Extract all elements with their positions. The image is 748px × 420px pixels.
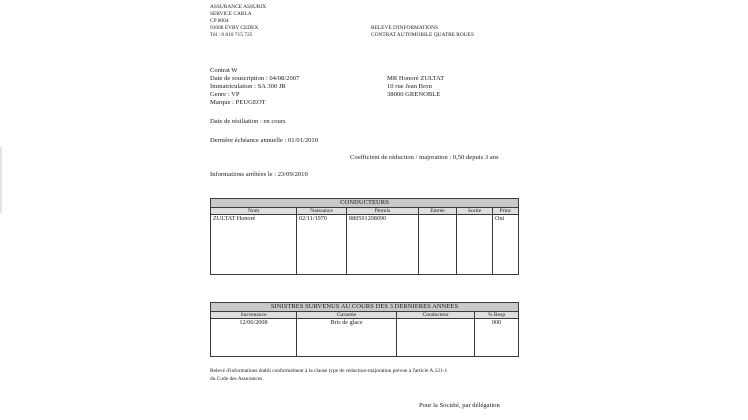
drivers-table (210, 198, 519, 275)
footnote-line: Relevé d'informations établi conformément à la clause type de réduction-majoration prévue à l'article A.121-1 (210, 368, 448, 374)
column-header: Garantie (297, 312, 397, 319)
column-header: Permis (347, 208, 419, 215)
recipient-line: 38000 GRENOBLE (387, 91, 441, 98)
info-date: Informations arrêtées le : 23/09/2010 (210, 171, 308, 178)
drivers-table-title: CONDUCTEURS (211, 199, 519, 208)
driver-principal: Oui (493, 215, 519, 275)
column-header: Conducteur (397, 312, 475, 319)
resiliation-date: Date de résiliation : en cours (210, 118, 286, 125)
driver-birth: 02/11/1970 (297, 215, 347, 275)
table-row (211, 215, 519, 275)
sender-line: CP 8004 (210, 18, 229, 24)
footnote-line: du Code des Assurances. (210, 376, 264, 382)
coefficient: Coefficient de réduction / majoration : 0,50 depuis 3 ans (350, 154, 499, 161)
claims-table-title: SINISTRES SURVENUS AU COURS DES 3 DERNIERES ANNEES (211, 303, 519, 312)
doc-title: RELEVE D'INFORMATIONS (371, 25, 439, 31)
column-header: Entrée (419, 208, 457, 215)
sender-line: 91008 EVRY CEDEX (210, 25, 259, 31)
column-header: Survenance (211, 312, 297, 319)
recipient-line: MR Honoré ZULTAT (387, 75, 445, 82)
column-header: % Resp (475, 312, 519, 319)
claims-table (210, 302, 519, 357)
column-header: Princ (493, 208, 519, 215)
driver-name: ZULTAT Honoré (211, 215, 297, 275)
driver-license: 880591208090 (347, 215, 419, 275)
claim-responsibility: 000 (475, 319, 519, 357)
echeance-date: Dernière échéance annuelle : 01/01/2010 (210, 137, 319, 144)
claim-date: 12/06/2008 (211, 319, 297, 357)
column-header: Sortie (457, 208, 493, 215)
claim-driver (397, 319, 475, 357)
column-header: Nom (211, 208, 297, 215)
claim-guarantee: Bris de glace (297, 319, 397, 357)
sender-line: SERVICE CARLA (210, 11, 252, 17)
contract-line: Contrat W (210, 67, 238, 74)
sender-line: Tél : 0 810 715 725 (210, 32, 253, 38)
contract-line: Marque : PEUGEOT (210, 99, 266, 106)
contract-line: Genre : VP (210, 91, 240, 98)
signature-line: Pour la Société, par délégation (419, 402, 500, 409)
driver-entry (419, 215, 457, 275)
recipient-line: 10 rue Jean Bron (387, 83, 432, 90)
driver-exit (457, 215, 493, 275)
page-edge-shadow (0, 147, 2, 213)
contract-line: Date de souscription : 04/08/2007 (210, 75, 300, 82)
contract-line: Immatriculation : SA 300 JR (210, 83, 286, 90)
table-row (211, 319, 519, 357)
doc-subtitle: CONTRAT AUTOMOBILE QUATRE ROUES (371, 32, 474, 38)
sender-line: ASSURANCE ASSURIX (210, 4, 267, 10)
column-header: Naissance (297, 208, 347, 215)
